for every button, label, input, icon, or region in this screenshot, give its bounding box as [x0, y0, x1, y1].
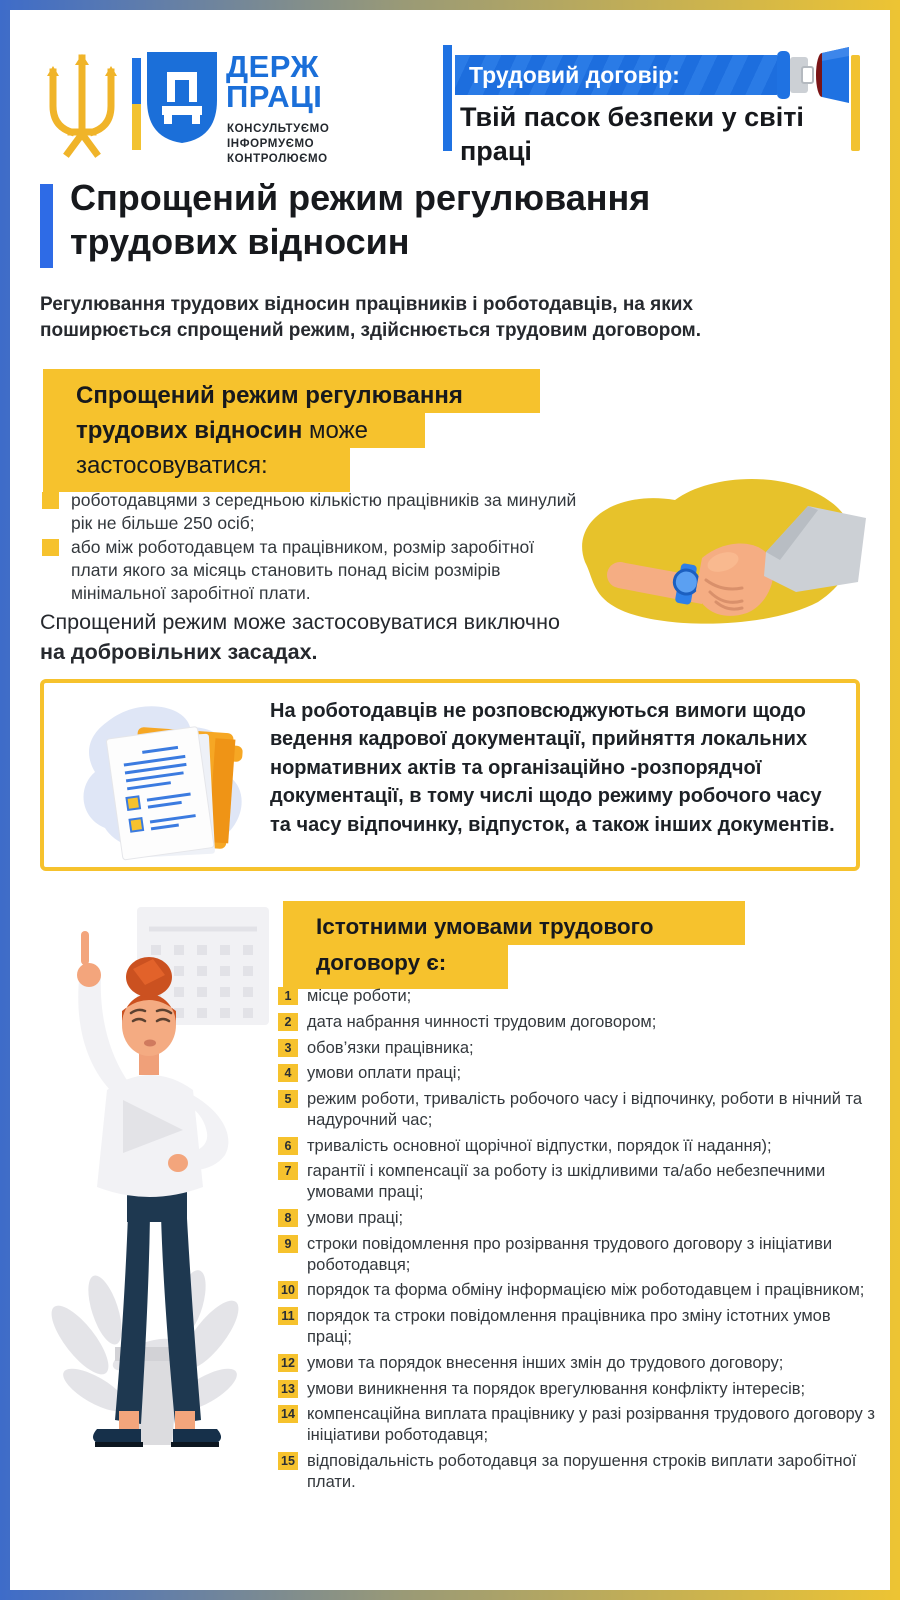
item-number-badge: 12 [278, 1354, 298, 1372]
terms-heading-line2: договору є: [283, 945, 508, 989]
list-item: 4 умови оплати праці; [278, 1063, 878, 1084]
list-item: 7 гарантії і компенсації за роботу із шкідливими та/або небезпечними умовами праці; [278, 1161, 878, 1203]
list-item: 15 відповідальність роботодавця за порушення строків виплати заробітної плати. [278, 1451, 878, 1493]
handshake-illustration [560, 462, 872, 632]
item-number-badge: 8 [278, 1209, 298, 1227]
title-accent-bar [40, 184, 53, 268]
bullet-item: або між роботодавцем та працівником, розмір заробітної плати якого за місяць становить понад вісім розмірів мінімальної заробітної плати. [42, 536, 582, 605]
pointing-woman-illustration [25, 885, 275, 1500]
list-item: 3 обов’язки працівника; [278, 1038, 878, 1059]
list-item: 11 порядок та строки повідомлення працівника про зміну істотних умов праці; [278, 1306, 878, 1348]
terms-heading-line1: Істотними умовами трудового [283, 901, 745, 945]
item-number-badge: 3 [278, 1039, 298, 1057]
documents-folder-illustration [62, 692, 262, 862]
intro-paragraph: Регулювання трудових відносин працівників і роботодавців, на яких поширюється спрощений режим, здійснюється трудовим договором. [40, 294, 702, 342]
banner-subtitle: Твій пасок безпеки у світі праці [460, 102, 804, 166]
org-tagline: КОНСУЛЬТУЄМО ІНФОРМУЄМО КОНТРОЛЮЄМО [227, 123, 330, 165]
applies-heading-line1: Спрощений режим регулювання [43, 369, 540, 413]
item-number-badge: 2 [278, 1013, 298, 1031]
logo-divider [132, 58, 141, 150]
item-number-badge: 5 [278, 1090, 298, 1108]
list-item: 14 компенсаційна виплата працівнику у разі розірвання трудового договору з ініціативи роботодавця; [278, 1404, 878, 1446]
list-item: 9 строки повідомлення про розірвання трудового договору з ініціативи роботодавця; [278, 1234, 878, 1276]
trident-icon [38, 52, 126, 160]
banner-left-bar [443, 45, 452, 151]
org-name-line1: ДЕРЖ [226, 49, 320, 84]
essential-terms-list [278, 986, 878, 1497]
org-name [226, 49, 323, 115]
exemption-text: На роботодавців не розповсюджуються вимоги щодо ведення кадрової документації, прийняття локальних нормативних актів та організаційно -розпорядчої документації, в тому числі щодо режиму робочого часу та часу відпочинку, відпусток, а також інших документів. [270, 700, 835, 836]
item-number-badge: 11 [278, 1307, 298, 1325]
list-item: 2 дата набрання чинності трудовим договором; [278, 1012, 878, 1033]
list-item: 1 місце роботи; [278, 986, 878, 1007]
seatbelt-band [455, 55, 777, 95]
item-number-badge: 4 [278, 1064, 298, 1082]
voluntary-note: Спрощений режим може застосовуватися виключно на добровільних засадах. [40, 610, 560, 665]
bullet-square-icon [42, 492, 59, 509]
item-number-badge: 14 [278, 1405, 298, 1423]
item-number-badge: 1 [278, 987, 298, 1005]
list-item: 10 порядок та форма обміну інформацією між роботодавцем і працівником; [278, 1280, 878, 1301]
applies-heading-line2: трудових відносин може [43, 413, 425, 448]
item-number-badge: 13 [278, 1380, 298, 1398]
item-number-badge: 15 [278, 1452, 298, 1470]
list-item: 12 умови та порядок внесення інших змін до трудового договору; [278, 1353, 878, 1374]
bullet-square-icon [42, 539, 59, 556]
list-item: 6 тривалість основної щорічної відпустки, порядок її надання); [278, 1136, 878, 1157]
bullet-item: роботодавцями з середньою кількістю працівників за минулий рік не більше 250 осіб; [42, 489, 582, 535]
item-number-badge: 9 [278, 1235, 298, 1253]
list-item: 13 умови виникнення та порядок врегулювання конфлікту інтересів; [278, 1379, 878, 1400]
applies-heading-line3: застосовуватися: [43, 448, 350, 492]
item-number-badge: 6 [278, 1137, 298, 1155]
list-item: 5 режим роботи, тривалість робочого часу і відпочинку, роботи в нічний та надурочний час; [278, 1089, 878, 1131]
seatbelt-buckle-icon [777, 44, 851, 108]
org-name-line2: ПРАЦІ [226, 79, 323, 115]
item-number-badge: 10 [278, 1281, 298, 1299]
page-title: Спрощений режим регулювання трудових відносин [70, 177, 651, 262]
item-number-badge: 7 [278, 1162, 298, 1180]
derzhpratsi-shield-icon [143, 48, 221, 146]
banner-title: Трудовий договір: [469, 61, 680, 88]
list-item: 8 умови праці; [278, 1208, 878, 1229]
